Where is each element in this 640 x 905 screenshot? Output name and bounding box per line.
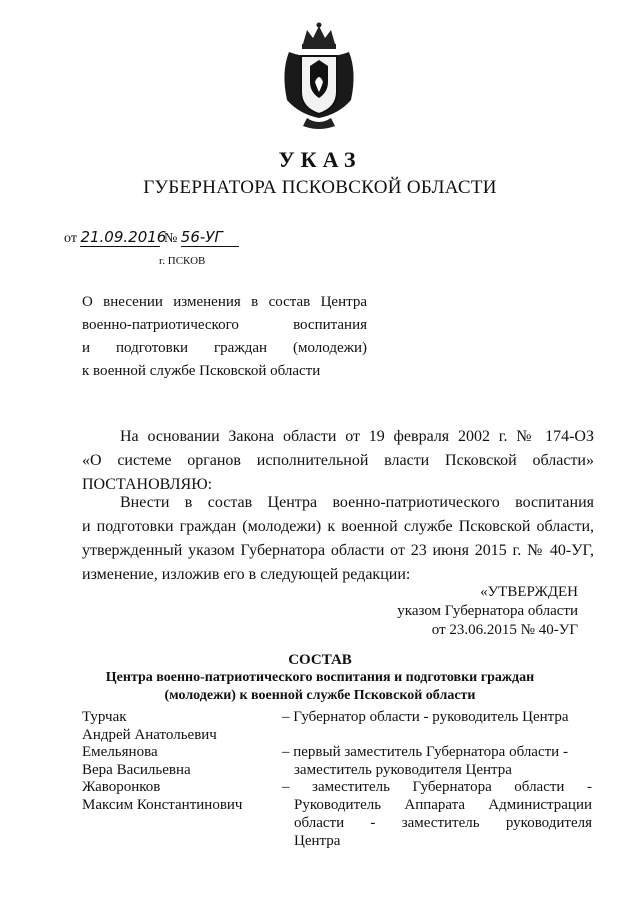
approval-line: от 23.06.2015 № 40-УГ	[431, 622, 578, 638]
position-line: – первый заместитель Губернатора области -	[282, 744, 568, 760]
approval-line: «УТВЕРЖДЕН	[480, 584, 578, 600]
resolution-paragraph	[82, 491, 594, 587]
decree-date: 21.09.2016	[80, 228, 167, 246]
position-line: Центра	[294, 833, 341, 849]
decree-title: УКАЗ	[278, 147, 362, 172]
body-line: изменение, изложив его в следующей редакции:	[82, 566, 411, 583]
body-line: утвержденный указом Губернатора области от 23 июня 2015 г. № 40-УГ,	[82, 542, 594, 559]
member-name	[82, 708, 282, 744]
body-line: Внести в состав Центра военно-патриотического воспитания	[120, 494, 594, 511]
member-position	[282, 778, 592, 850]
member-given-names: Максим Константинович	[82, 797, 243, 813]
body-line: ПОСТАНОВЛЯЮ:	[82, 476, 213, 493]
position-line: – заместитель Губернатора области -	[282, 779, 592, 795]
position-line: Руководитель Аппарата Администрации	[294, 797, 592, 813]
member-surname: Емельянова	[82, 744, 158, 760]
position-line: области - заместитель руководителя	[294, 815, 592, 831]
member-position	[282, 708, 592, 726]
position-line: – Губернатор области - руководитель Центра	[282, 709, 569, 725]
member-given-names: Андрей Анатольевич	[82, 727, 217, 743]
composition-title: СОСТАВ	[288, 652, 352, 668]
member-position	[282, 743, 592, 779]
subject-block	[82, 291, 367, 383]
member-surname: Жаворонков	[82, 779, 161, 795]
subject-line: и подготовки граждан (молодежи)	[82, 340, 367, 356]
date-number-line	[64, 228, 239, 247]
date-prefix: от	[64, 231, 77, 246]
body-line: и подготовки граждан (молодежи) к военной службе Псковской области,	[82, 518, 594, 535]
composition-subtitle: (молодежи) к военной службе Псковской области	[164, 688, 476, 703]
composition-subtitle: Центра военно-патриотического воспитания и подготовки граждан	[105, 670, 535, 685]
coat-of-arms-emblem	[277, 22, 361, 132]
number-label: №	[163, 231, 178, 246]
member-given-names: Вера Васильевна	[82, 762, 191, 778]
city-label: г. ПСКОВ	[159, 255, 206, 267]
subject-line: О внесении изменения в состав Центра	[82, 294, 367, 310]
position-line: заместитель руководителя Центра	[294, 762, 512, 778]
member-surname: Турчак	[82, 709, 127, 725]
body-line: На основании Закона области от 19 февраля 2002 г. № 174-ОЗ	[120, 428, 594, 445]
body-line: «О системе органов исполнительной власти Псковской области»	[82, 452, 594, 469]
preamble-paragraph	[82, 425, 594, 497]
member-name	[82, 778, 282, 814]
decree-subtitle: ГУБЕРНАТОРА ПСКОВСКОЙ ОБЛАСТИ	[143, 177, 497, 198]
subject-line: военно-патриотического воспитания	[82, 317, 367, 333]
approval-line: указом Губернатора области	[397, 603, 578, 619]
decree-number: 56-УГ	[181, 228, 239, 247]
subject-line: к военной службе Псковской области	[82, 363, 321, 379]
member-name	[82, 743, 282, 779]
approval-stamp	[397, 583, 578, 640]
